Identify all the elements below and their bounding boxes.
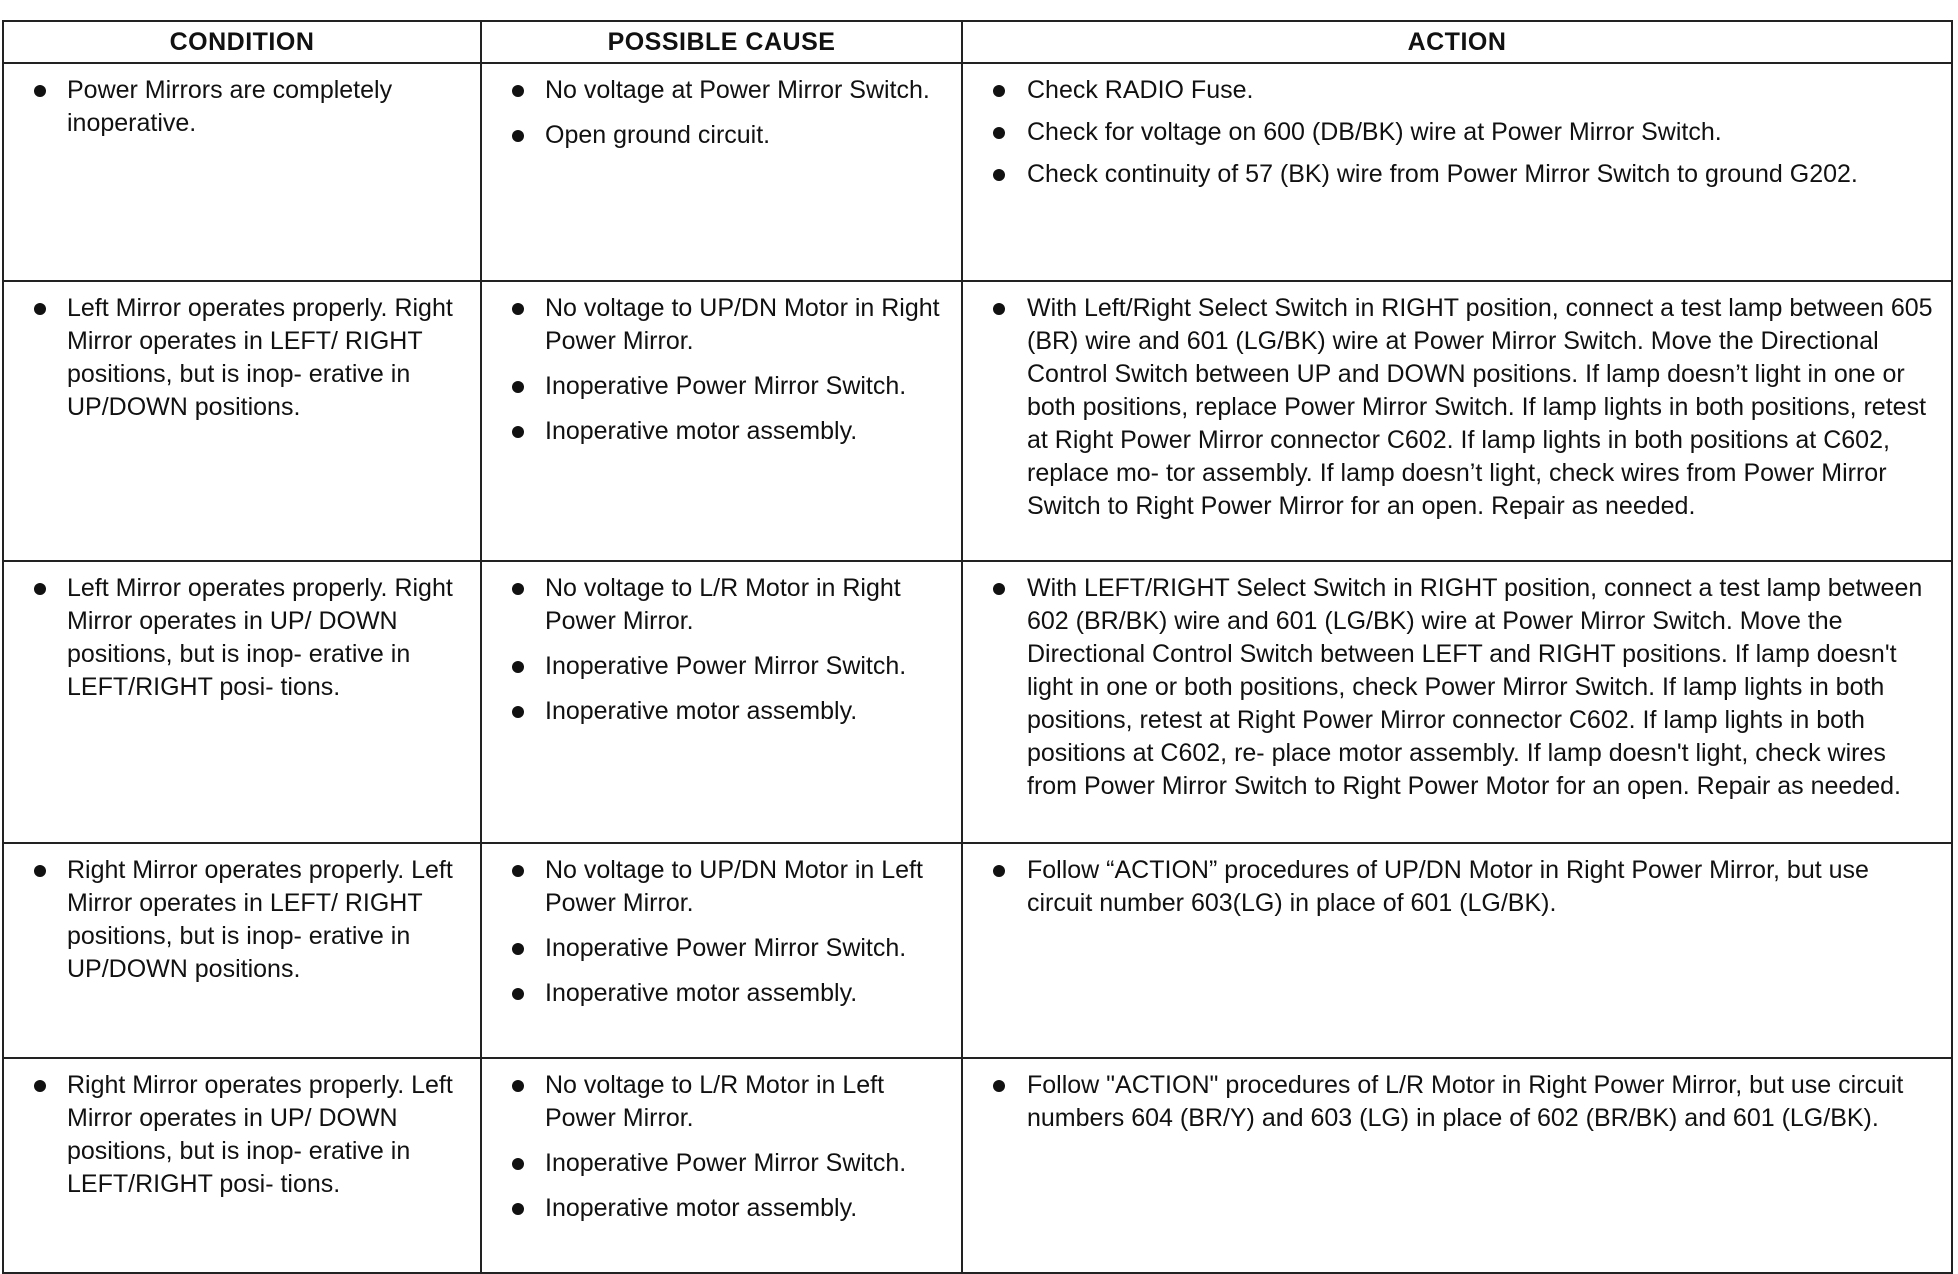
action-item <box>971 572 1941 803</box>
condition-item <box>12 854 470 986</box>
cause-item <box>490 572 951 638</box>
cause-text: Inoperative Power Mirror Switch. <box>545 1149 907 1177</box>
action-item <box>971 292 1941 523</box>
condition-text: Right Mirror operates properly. Left Mirror operates in LEFT/ RIGHT positions, but is inop- erative in UP/DOWN positions. <box>67 856 453 983</box>
action-cell <box>962 281 1952 561</box>
bullet-icon <box>512 706 524 718</box>
action-item <box>971 74 1941 107</box>
cause-cell <box>481 843 962 1058</box>
cause-item <box>490 74 951 107</box>
table-row <box>3 561 1952 843</box>
cause-cell <box>481 63 962 281</box>
cause-item <box>490 977 951 1010</box>
action-text: Check RADIO Fuse. <box>1027 76 1254 104</box>
bullet-icon <box>34 85 46 97</box>
table-row <box>3 281 1952 561</box>
cause-text: Inoperative motor assembly. <box>545 417 858 445</box>
cause-cell <box>481 561 962 843</box>
bullet-icon <box>512 1080 524 1092</box>
bullet-icon <box>512 381 524 393</box>
bullet-icon <box>993 169 1005 181</box>
cause-item <box>490 1069 951 1135</box>
cause-cell <box>481 281 962 561</box>
action-text: Check for voltage on 600 (DB/BK) wire at Power Mirror Switch. <box>1027 118 1722 146</box>
header-possible-cause: POSSIBLE CAUSE <box>481 21 962 63</box>
condition-item <box>12 572 470 704</box>
bullet-icon <box>993 85 1005 97</box>
bullet-icon <box>512 865 524 877</box>
bullet-icon <box>512 988 524 1000</box>
condition-cell <box>3 843 481 1058</box>
bullet-icon <box>512 943 524 955</box>
bullet-icon <box>34 865 46 877</box>
condition-cell <box>3 561 481 843</box>
cause-item <box>490 695 951 728</box>
action-text: With LEFT/RIGHT Select Switch in RIGHT position, connect a test lamp between 602 (BR/BK) wire and 601 (LG/BK) wire at Power Mirror Switch. Move the Directional Control Switch between LEFT and RIGHT positions. If lamp doesn't light in one or both positions, check Power Mirror Switch. If lamp lights in both positions, retest at Right Power Mirror connector C602. If lamp lights in both positions at C602, re- place motor assembly. If lamp doesn't light, check wires from Power Mirror Switch to Right Power Motor for an open. Repair as needed. <box>1027 574 1923 800</box>
bullet-icon <box>993 583 1005 595</box>
cause-item <box>490 932 951 965</box>
header-action: ACTION <box>962 21 1952 63</box>
diagnosis-chart <box>2 20 1951 1222</box>
condition-cell <box>3 1058 481 1273</box>
condition-item <box>12 74 470 140</box>
cause-item <box>490 370 951 403</box>
bullet-icon <box>993 303 1005 315</box>
table-row <box>3 1058 1952 1273</box>
bullet-icon <box>512 1203 524 1215</box>
condition-text: Left Mirror operates properly. Right Mirror operates in UP/ DOWN positions, but is inop- erative in LEFT/RIGHT posi- tions. <box>67 574 453 701</box>
cause-text: Inoperative motor assembly. <box>545 1194 858 1222</box>
cause-text: Inoperative motor assembly. <box>545 979 858 1007</box>
cause-text: Open ground circuit. <box>545 121 771 149</box>
bullet-icon <box>512 661 524 673</box>
action-item <box>971 158 1941 191</box>
action-item <box>971 1069 1941 1135</box>
action-text: Follow "ACTION" procedures of L/R Motor in Right Power Mirror, but use circuit numbers 604 (BR/Y) and 603 (LG) in place of 602 (BR/BK) and 601 (LG/BK). <box>1027 1071 1904 1132</box>
action-item <box>971 854 1941 920</box>
cause-text: No voltage to L/R Motor in Left Power Mirror. <box>545 1071 885 1132</box>
cause-item <box>490 650 951 683</box>
action-cell <box>962 63 1952 281</box>
cause-item <box>490 119 951 152</box>
condition-item <box>12 292 470 424</box>
cause-item <box>490 292 951 358</box>
action-text: Check continuity of 57 (BK) wire from Power Mirror Switch to ground G202. <box>1027 160 1858 188</box>
condition-cell <box>3 281 481 561</box>
cause-text: Inoperative motor assembly. <box>545 697 858 725</box>
bullet-icon <box>34 1080 46 1092</box>
bullet-icon <box>512 1158 524 1170</box>
condition-text: Right Mirror operates properly. Left Mirror operates in UP/ DOWN positions, but is inop- erative in LEFT/RIGHT posi- tions. <box>67 1071 453 1198</box>
bullet-icon <box>993 865 1005 877</box>
header-condition: CONDITION <box>3 21 481 63</box>
bullet-icon <box>512 303 524 315</box>
bullet-icon <box>993 1080 1005 1092</box>
condition-item <box>12 1069 470 1201</box>
cause-text: No voltage at Power Mirror Switch. <box>545 76 930 104</box>
cause-text: No voltage to L/R Motor in Right Power Mirror. <box>545 574 901 635</box>
cause-text: Inoperative Power Mirror Switch. <box>545 372 907 400</box>
table-row <box>3 63 1952 281</box>
action-item <box>971 116 1941 149</box>
cause-item <box>490 415 951 448</box>
cause-item <box>490 854 951 920</box>
header-row <box>3 21 1952 63</box>
cause-item <box>490 1147 951 1180</box>
cause-item <box>490 1192 951 1225</box>
bullet-icon <box>34 583 46 595</box>
action-cell <box>962 843 1952 1058</box>
action-cell <box>962 561 1952 843</box>
diagnosis-table <box>2 20 1953 1274</box>
condition-cell <box>3 63 481 281</box>
condition-text: Power Mirrors are completely inoperative. <box>67 76 393 137</box>
cause-cell <box>481 1058 962 1273</box>
cause-text: Inoperative Power Mirror Switch. <box>545 652 907 680</box>
table-row <box>3 843 1952 1058</box>
bullet-icon <box>993 127 1005 139</box>
action-text: Follow “ACTION” procedures of UP/DN Motor in Right Power Mirror, but use circuit number 603(LG) in place of 601 (LG/BK). <box>1027 856 1869 917</box>
cause-text: Inoperative Power Mirror Switch. <box>545 934 907 962</box>
condition-text: Left Mirror operates properly. Right Mirror operates in LEFT/ RIGHT positions, but is inop- erative in UP/DOWN positions. <box>67 294 453 421</box>
cause-text: No voltage to UP/DN Motor in Right Power Mirror. <box>545 294 940 355</box>
bullet-icon <box>512 130 524 142</box>
bullet-icon <box>512 85 524 97</box>
bullet-icon <box>512 426 524 438</box>
bullet-icon <box>512 583 524 595</box>
action-cell <box>962 1058 1952 1273</box>
action-text: With Left/Right Select Switch in RIGHT position, connect a test lamp between 605 (BR) wire and 601 (LG/BK) wire at Power Mirror Switch. Move the Directional Control Switch between UP and DOWN positions. If lamp doesn’t light in one or both positions, replace Power Mirror Switch. If lamp lights in both positions, retest at Right Power Mirror connector C602. If lamp lights in both positions at C602, replace mo- tor assembly. If lamp doesn’t light, check wires from Power Mirror Switch to Right Power Mirror for an open. Repair as needed. <box>1027 294 1933 520</box>
bullet-icon <box>34 303 46 315</box>
cause-text: No voltage to UP/DN Motor in Left Power Mirror. <box>545 856 923 917</box>
